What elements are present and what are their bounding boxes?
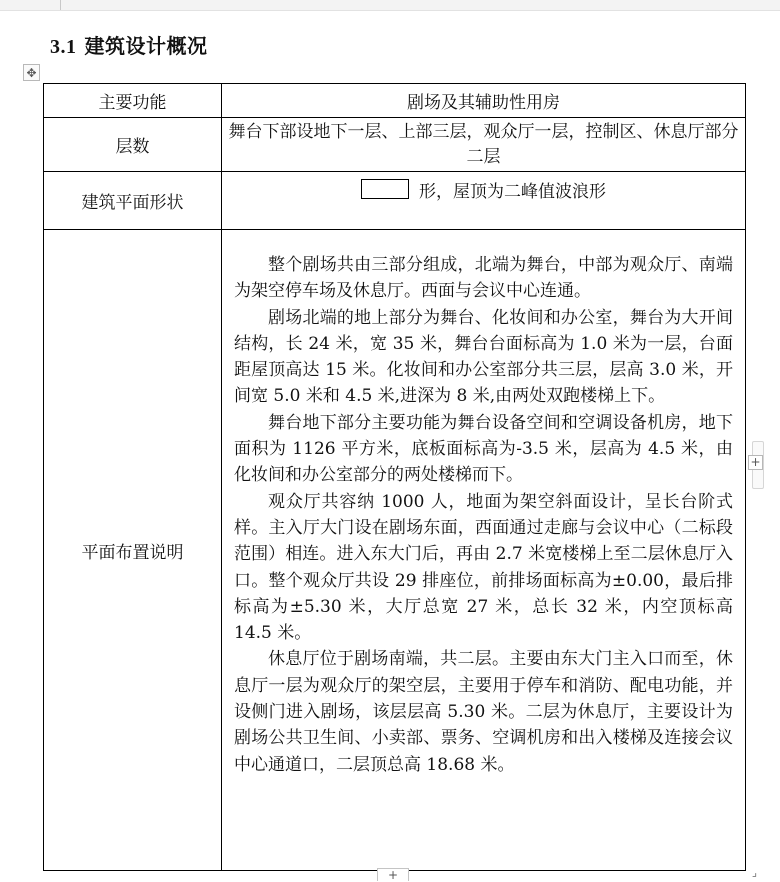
description-paragraph: 舞台地下部分主要功能为舞台设备空间和空调设备机房，地下面积为 1126 平方米，底板面标高为-3.5 米，层高为 4.5 米，由化妆间和办公室部分的两处楼梯而下。 bbox=[234, 412, 733, 486]
row-label: 建筑平面形状 bbox=[44, 172, 222, 230]
section-heading bbox=[50, 30, 208, 59]
table-row bbox=[44, 172, 746, 230]
table-resize-icon[interactable]: ⌟ bbox=[751, 866, 758, 879]
shape-placeholder-box bbox=[361, 179, 409, 199]
table-row bbox=[44, 118, 746, 172]
plan-shape-line bbox=[222, 172, 745, 201]
add-column-button[interactable]: + bbox=[748, 455, 763, 470]
row-value: 剧场及其辅助性用房 bbox=[222, 84, 746, 118]
plan-shape-text: 形，屋顶为二峰值波浪形 bbox=[419, 181, 606, 202]
description-paragraph: 观众厅共容纳 1000 人，地面为架空斜面设计，呈长台阶式样。主入厅大门设在剧场东面，西面通过走廊与会议中心（二标段范围）相连。进入东大门后，再由 2.7 米宽楼梯上至二层休息厅入口。整个观众厅共设 29 排座位，前排场面标高为±0.00，最后排标高为±5.30 米，大厅总宽 27 米，总长 32 米，内空顶标高 14.5 米。 bbox=[234, 491, 733, 644]
row-value: 舞台下部设地下一层、上部三层，观众厅一层，控制区、休息厅部分二层 bbox=[222, 118, 746, 172]
description-paragraph: 休息厅位于剧场南端，共二层。主要由东大门主入口而至，休息厅一层为观众厅的架空层，主要用于停车和消防、配电功能，并设侧门进入剧场，该层层高 5.30 米。二层为休息厅，主要设计为剧场公共卫生间、小卖部、票务、空调机房和出入楼梯及连接会议中心通道口，二层顶总高 18.68 米。 bbox=[234, 649, 733, 775]
description-paragraph: 整个剧场共由三部分组成，北端为舞台，中部为观众厅、南端为架空停车场及休息厅。西面与会议中心连通。 bbox=[234, 255, 733, 302]
row-value bbox=[222, 172, 746, 230]
row-label: 主要功能 bbox=[44, 84, 222, 118]
table-row bbox=[44, 230, 746, 871]
add-row-button[interactable]: + bbox=[377, 868, 409, 881]
building-overview-table bbox=[43, 83, 746, 871]
ruler-tick bbox=[60, 0, 61, 10]
section-title: 建筑设计概况 bbox=[84, 34, 208, 58]
row-label: 层数 bbox=[44, 118, 222, 172]
layout-description bbox=[222, 230, 745, 778]
description-paragraph: 剧场北端的地上部分为舞台、化妆间和办公室，舞台为大开间结构，长 24 米，宽 35 米，舞台台面标高为 1.0 米为一层，台面距屋顶高达 15 米。化妆间和办公室部分共三层，层高 3.0 米，开间宽 5.0 米和 4.5 米,进深为 8 米,由两处双跑楼梯上下。 bbox=[234, 307, 733, 407]
row-label: 平面布置说明 bbox=[44, 230, 222, 871]
ruler-strip bbox=[0, 0, 780, 11]
table-move-icon[interactable]: ✥ bbox=[23, 64, 40, 81]
row-value bbox=[222, 230, 746, 871]
section-number: 3.1 bbox=[50, 36, 77, 58]
table-row bbox=[44, 84, 746, 118]
